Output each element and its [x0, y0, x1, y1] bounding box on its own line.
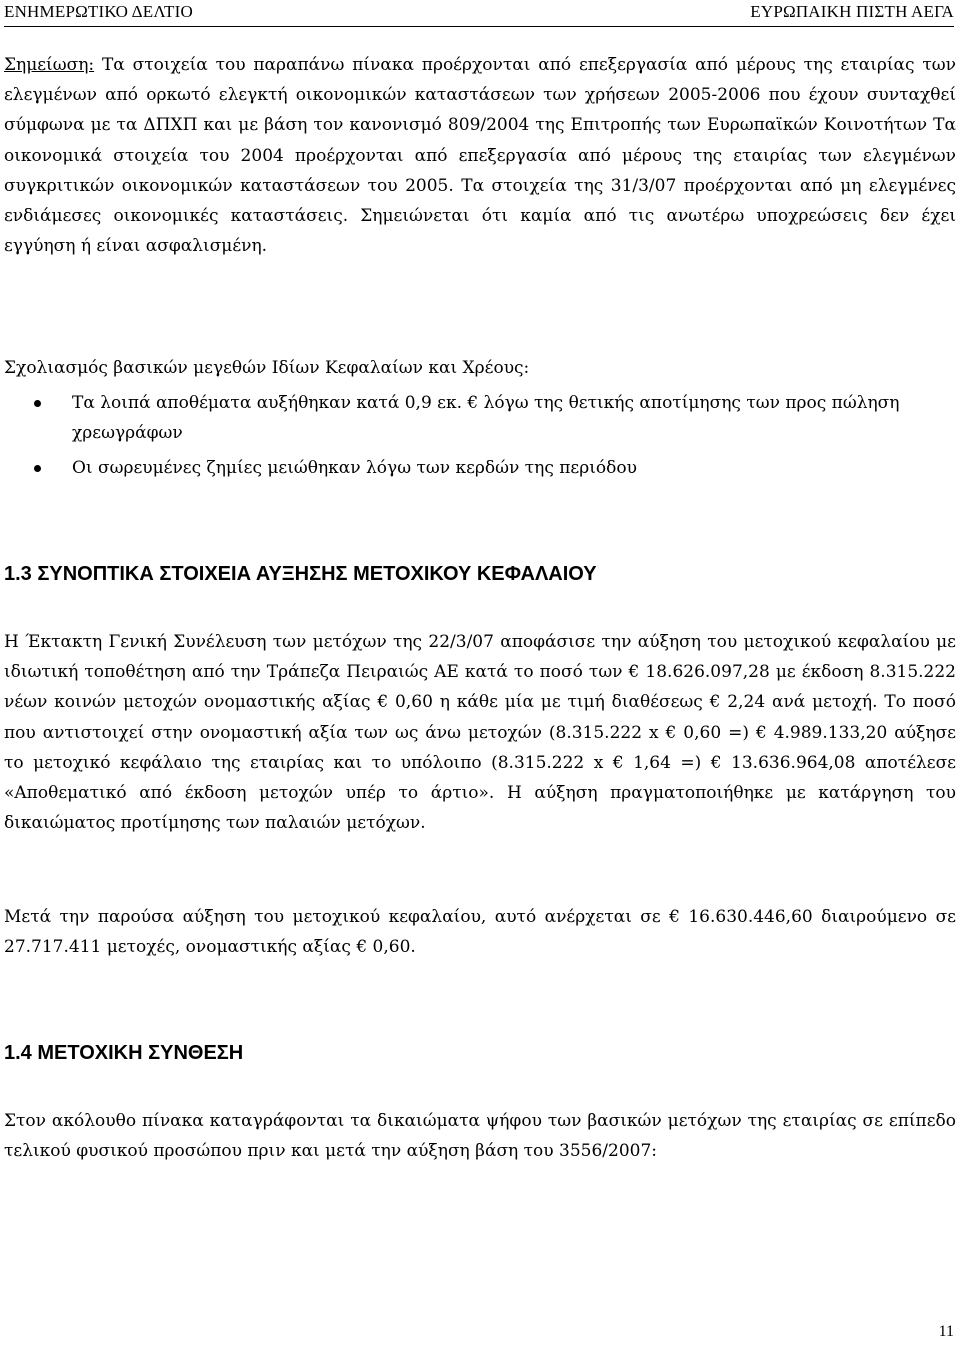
commentary-bullet-list: [4, 388, 956, 488]
bullet-icon: [34, 400, 41, 407]
header-left-title: ΕΝΗΜΕΡΩΤΙΚΟ ΔΕΛΤΙΟ: [4, 2, 193, 21]
page-number: 11: [938, 1323, 954, 1340]
page-header: [4, 0, 954, 27]
list-item: [4, 388, 956, 448]
bullet-text: Οι σωρευμένες ζημίες μειώθηκαν λόγω των κερδών της περιόδου: [72, 458, 637, 478]
list-item: [4, 453, 956, 483]
header-right-title: ΕΥΡΩΠΑΙΚΗ ΠΙΣΤΗ ΑΕΓΑ: [750, 2, 954, 21]
section-1-4-heading: 1.4 ΜΕΤΟΧΙΚΗ ΣΥΝΘΕΣΗ: [4, 1042, 244, 1064]
note-paragraph: [4, 50, 956, 261]
bullet-text: Τα λοιπά αποθέματα αυξήθηκαν κατά 0,9 εκ. € λόγω της θετικής αποτίμησης των προς πώληση χρεωγράφων: [72, 393, 900, 443]
section-1-3-capital-paragraph: Μετά την παρούσα αύξηση του μετοχικού κεφαλαίου, αυτό ανέρχεται σε € 16.630.446,60 διαιρούμενο σε 27.717.411 μετοχές, ονομαστικής αξίας € 0,60.: [4, 907, 956, 958]
commentary-title: Σχολιασμός βασικών μεγεθών Ιδίων Κεφαλαίων και Χρέους:: [4, 358, 530, 378]
section-1-3-heading: 1.3 ΣΥΝΟΠΤΙΚΑ ΣΤΟΙΧΕΙΑ ΑΥΞΗΣΗΣ ΜΕΤΟΧΙΚΟΥ ΚΕΦΑΛΑΙΟΥ: [4, 563, 597, 585]
bullet-icon: [34, 465, 41, 472]
section-1-3-paragraph: Η Έκτακτη Γενική Συνέλευση των μετόχων της 22/3/07 αποφάσισε την αύξηση του μετοχικού κεφαλαίου με ιδιωτική τοποθέτηση από την Τράπεζα Πειραιώς ΑΕ κατά το ποσό των € 18.626.097,28 με έκδοση 8.315.222 νέων κοινών μετοχών ονομαστικής αξίας € 0,60 η κάθε μία με τιμή διαθέσεως € 2,24 ανά μετοχή. Το ποσό που αντιστοιχεί στην ονομαστική αξία των ως άνω μετοχών (8.315.222 x € 0,60 =) € 4.989.133,20 αύξησε το μετοχικό κεφάλαιο της εταιρίας και το υπόλοιπο (8.315.222 x € 1,64 =) € 13.636.964,08 αποτέλεσε «Αποθεματικό από έκδοση μετοχών υπέρ το άρτιο». Η αύξηση πραγματοποιήθηκε με κατάργηση του δικαιώματος προτίμησης των παλαιών μετόχων.: [4, 632, 956, 834]
note-label: Σημείωση:: [4, 55, 95, 75]
note-text: Τα στοιχεία του παραπάνω πίνακα προέρχονται από επεξεργασία από μέρους της εταιρίας των ελεγμένων από ορκωτό ελεγκτή οικονομικών καταστάσεων των χρήσεων 2005-2006 που έχουν συνταχθεί σύμφωνα με τα ΔΠΧΠ και με βάση τον κανονισμό 809/2004 της Επιτροπής των Ευρωπαϊκών Κοινοτήτων Τα οικονομικά στοιχεία του 2004 προέρχονται από επεξεργασία από μέρους της εταιρίας των ελεγμένων συγκριτικών οικονομικών καταστάσεων του 2005. Τα στοιχεία της 31/3/07 προέρχονται από μη ελεγμένες ενδιάμεσες οικονομικές καταστάσεις. Σημειώνεται ότι καμία από τις ανωτέρω υποχρεώσεις δεν έχει εγγύηση ή είναι ασφαλισμένη.: [4, 55, 956, 257]
section-1-4-paragraph: Στον ακόλουθο πίνακα καταγράφονται τα δικαιώματα ψήφου των βασικών μετόχων της εταιρίας σε επίπεδο τελικού φυσικού προσώπου πριν και μετά την αύξηση βάση του 3556/2007:: [4, 1111, 956, 1162]
